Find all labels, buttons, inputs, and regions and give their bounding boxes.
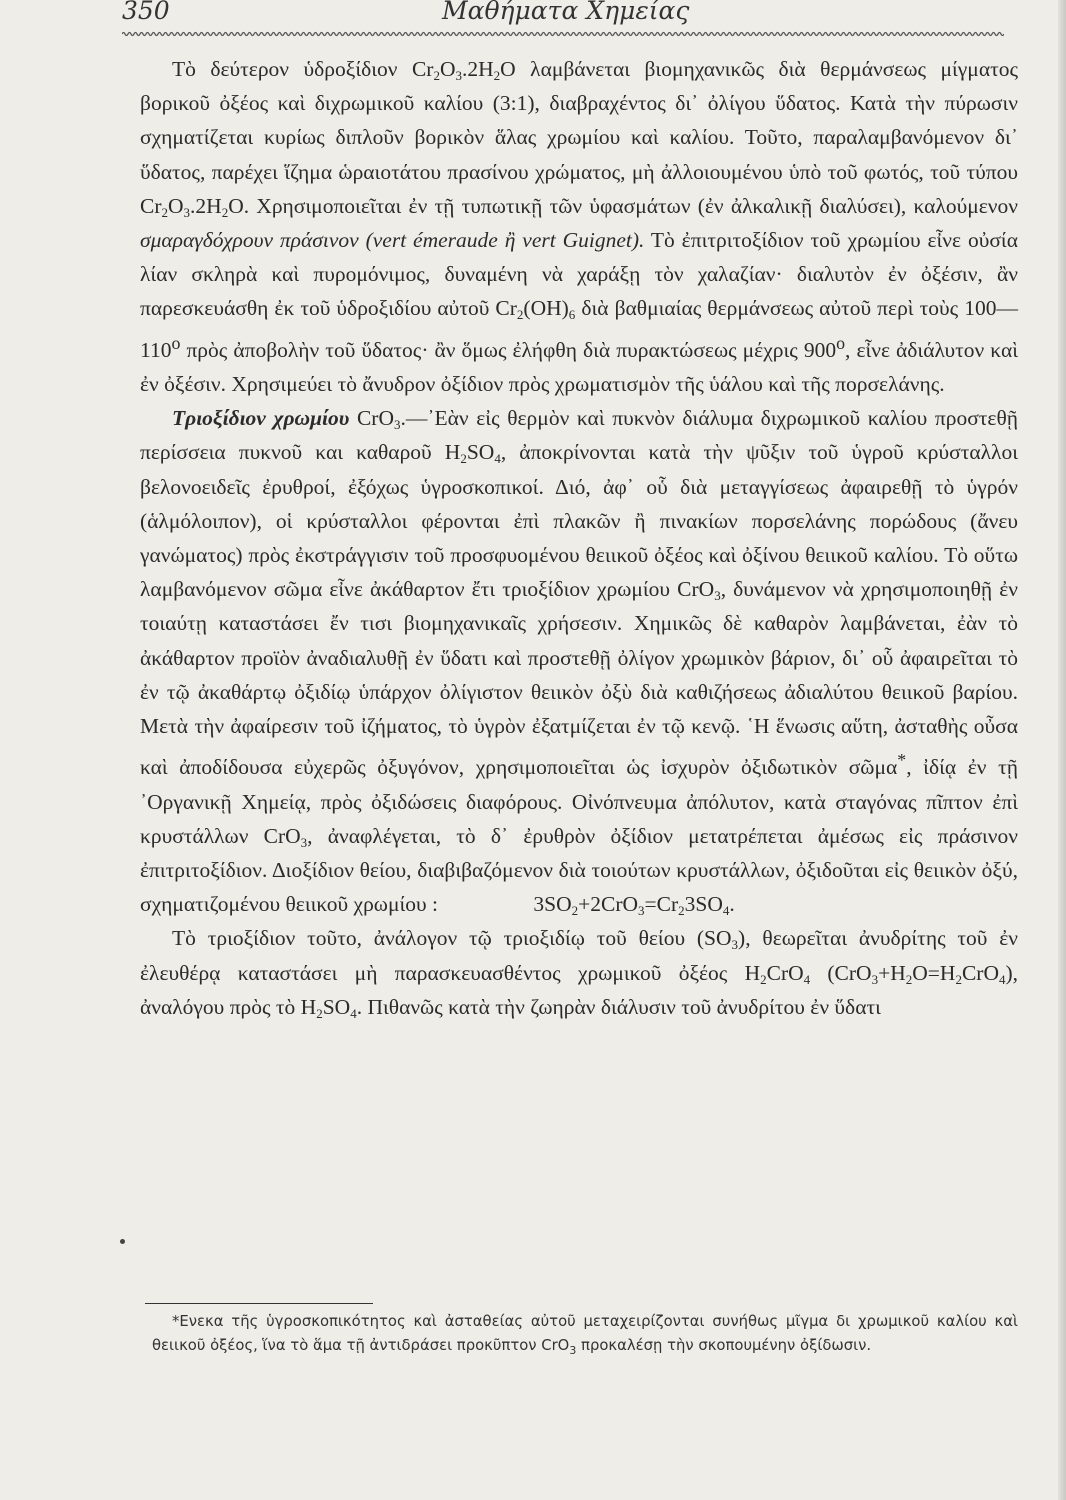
equation: $3SO_2+2CrO_3=Cr_23SO_4$. [533, 892, 735, 919]
footnote-marker: * [897, 750, 907, 771]
paragraph-anhydride: Τὸ τριοξίδιον τοῦτο, ἀνάλογον τῷ τριοξιδίῳ τοῦ θείου $(SO_3)$, θεωρεῖται ἀνυδρίτης τοῦ ἐν ἐλευθέρᾳ καταστάσει μὴ παρασκευασθέντος χρωμικοῦ ὀξέος $H_2CrO_4$ $(CrO_3+H_2O=H_2CrO_4)$, ἀναλόγου πρὸς τὸ $H_2SO_4$. Πιθανῶς κατὰ τὴν ζωηρὰν διάλυσιν τοῦ ἀνυδρίτου ἐν ὕδατι [140, 926, 1019, 1021]
footnote [152, 1310, 1018, 1358]
footnote-rule [145, 1303, 373, 1304]
footnote-text: *Ενεκα τῆς ὑγροσκοπικότητος καὶ ἀσταθείας αὐτοῦ μεταχειρίζονται συνήθως μῖγμα δι χρωμικοῦ καλίου καὶ θειικοῦ ὀξέος, ἵνα τὸ ἅμα τῇ ἀντιδράσει προκῦπτον CrO$_3$ προκαλέσῃ τὴν σκοπουμένην ὀξίδωσιν. [152, 1313, 1018, 1357]
running-header [122, 0, 1002, 30]
section-heading: Τριοξίδιον χρωμίου [172, 406, 350, 431]
page-edge-shadow [1058, 0, 1066, 1500]
main-text [140, 52, 1018, 1024]
italic-term: σμαραγδόχρουν πράσινον (vert émeraude ἢ vert Guignet). [140, 228, 645, 253]
paragraph-hydroxide: Τὸ δεύτερον ὑδροξίδιον $Cr_2O_3.2H_2O$ λαμβάνεται βιομηχανικῶς διὰ θερμάνσεως μίγματος βορικοῦ ὀξέος καὶ διχρωμικοῦ καλίου (3:1), διαβραχέντος δι᾽ ὀλίγου ὕδατος. Κατὰ τὴν πύρωσιν σχηματίζεται κυρίως διπλοῦν βορικὸν ἅλας χρωμίου καὶ καλίου. Τοῦτο, παραλαμβανόμενον δι᾽ ὕδατος, παρέχει ἵζημα ὡραιοτάτου πρασίνου χρώματος, μὴ ἀλλοιουμένου ὑπὸ τοῦ φωτός, τοῦ τύπου $Cr_2O_3.2H_2O$. Χρησιμοποιεῖται ἐν τῇ τυπωτικῇ τῶν ὑφασμάτων (ἐν ἀλκαλικῇ διαλύσει), καλούμενον σμαραγδόχρουν πράσινον (vert émeraude ἢ vert Guignet). Τὸ ἐπιτριτοξίδιον τοῦ χρωμίου εἶνε οὐσία λίαν σκληρὰ καὶ πυρομόνιμος, δυναμένη νὰ χαράξῃ τὸν χαλαζίαν· διαλυτὸν ἐν ὀξέσιν, ἂν παρεσκευάσθη ἐκ τοῦ ὑδροξιδίου αὐτοῦ $Cr_2(OH)_6$ διὰ βαθμιαίας θερμάνσεως αὐτοῦ περὶ τοὺς $100—110^o$ πρὸς ἀποβολὴν τοῦ ὕδατος· ἂν ὅμως ἐλήφθη διὰ πυρακτώσεως μέχρις $900^o$, εἶνε ἀδιάλυτον καὶ ἐν ὀξέσιν. Χρησιμεύει τὸ ἄνυδρον ὀξίδιον πρὸς χρωματισμὸν τῆς ὑάλου καὶ τῆς πορσελάνης. [140, 57, 1019, 396]
paragraph-chromium-trioxide: Τριοξίδιον χρωμίου CrO$_3$.—᾽Εὰν εἰς θερμὸν καὶ πυκνὸν διάλυμα διχρωμικοῦ καλίου προστεθῇ περίσσεια πυκνοῦ και καθαροῦ $H_2SO_4$, ἀποκρίνονται κατὰ τὴν ψῦξιν τοῦ ὑγροῦ κρύσταλλοι βελονοειδεῖς ἐρυθροί, ἐξόχως ὑγροσκοπικοί. Διό, ἀφ᾽ οὗ διὰ μεταγγίσεως ἀφαιρεθῇ τὸ ὑγρόν (ἁλμόλοιπον), οἱ κρύσταλλοι φέρονται ἐπὶ πλακῶν ἢ πινακίων πορσελάνης πορώδους (ἄνευ γανώματος) πρὸς ἐκστράγγισιν τοῦ προσφυομένου θειικοῦ ὀξέος καὶ ὀξίνου θειικοῦ καλίου. Τὸ οὕτω λαμβανόμενον σῶμα εἶνε ἀκάθαρτον ἔτι τριοξίδιον χρωμίου CrO$_3$, δυνάμενον νὰ χρησιμοποιηθῇ ἐν τοιαύτῃ καταστάσει ἔν τισι βιομηχανικαῖς χρήσεσιν. Χημικῶς δὲ καθαρὸν λαμβάνεται, ἐὰν τὸ ἀκάθαρτον προϊὸν ἀναδιαλυθῇ ἐν ὕδατι καὶ προστεθῇ ὀλίγον χρωμικὸν βάριον, δι᾽ οὗ ἀφαιρεῖται τὸ ἐν τῷ ἀκαθάρτῳ ὀξιδίῳ ὑπάρχον ὀλίγιστον θειικὸν ὀξὺ διὰ καθιζήσεως ἀδιαλύτου θειικοῦ βαρίου. Μετὰ τὴν ἀφαίρεσιν τοῦ ἰζήματος, τὸ ὑγρὸν ἐξατμίζεται ἐν τῷ κενῷ. ῾Η ἕνωσις αὕτη, ἀσταθὴς οὖσα καὶ ἀποδίδουσα εὐχερῶς ὀξυγόνον, χρησιμοποιεῖται ὡς ἰσχυρὸν ὀξιδωτικὸν σῶμα*, ἰδίᾳ ἐν τῇ ᾽Οργανικῇ Χημείᾳ, πρὸς ὀξιδώσεις διαφόρους. Οἰνόπνευμα ἀπόλυτον, κατὰ σταγόνας πῖπτον ἐπὶ κρυστάλλων CrO$_3$, ἀναφλέγεται, τὸ δ᾽ ἐρυθρὸν ὀξίδιον μετατρέπεται ἀμέσως εἰς πράσινον ἐπιτριτοξίδιον. Διοξίδιον θείου, διαβιβαζόμενον διὰ τοιούτων κρυστάλλων, ὀξιδοῦται εἰς θειικὸν ὀξύ, σχηματιζομένου θειικοῦ χρωμίου : $3SO_2+2CrO_3=Cr_23SO_4$. [140, 406, 1019, 919]
running-title: Μαθήματα Χημείας [442, 0, 690, 25]
margin-dot [120, 1239, 125, 1244]
page-number: 350 [122, 0, 170, 25]
header-wavy-rule [122, 30, 1004, 38]
